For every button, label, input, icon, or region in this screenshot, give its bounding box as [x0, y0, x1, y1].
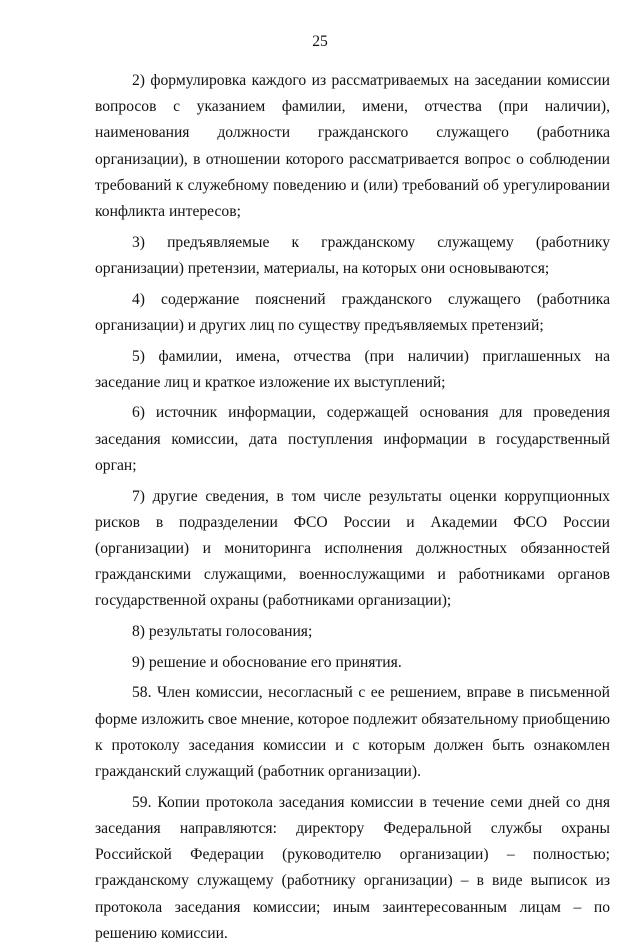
paragraph-item-2: 2) формулировка каждого из рассматриваемых на заседании комиссии вопросов с указанием фамилии, имени, отчества (при наличии), наименования должности гражданского служащего (работника организации), в отношении которого рассматривается вопрос о соблюдении требований к служебному поведению и (или) требований об урегулировании конфликта интересов;: [95, 72, 610, 221]
paragraph-item-3: 3) предъявляемые к гражданскому служащему (работнику организации) претензии, материалы, на которых они основываются;: [95, 233, 610, 277]
paragraph-item-8: 8) результаты голосования;: [132, 623, 313, 641]
paragraph-item-6: 6) источник информации, содержащей основания для проведения заседания комиссии, дата поступления информации в государственный орган;: [95, 404, 610, 474]
paragraph-item-4: 4) содержание пояснений гражданского служащего (работника организации) и других лиц по существу предъявляемых претензий;: [95, 290, 610, 334]
document-body: [95, 68, 610, 952]
paragraph-clause-59: 59. Копии протокола заседания комиссии в течение семи дней со дня заседания направляются: директору Федеральной службы охраны Российской Федерации (руководителю организации) – полностью; гражданскому служащему (работнику организации) – в виде выписок из протокола заседания комиссии; иным заинтересованным лицам – по решению комиссии.: [95, 793, 610, 942]
page-number: 25: [312, 33, 328, 50]
paragraph-item-7: 7) другие сведения, в том числе результаты оценки коррупционных рисков в подразделении ФСО России и Академии ФСО России (организации) и мониторинга исполнения должностных обязанностей гражданскими служащими, военнослужащими и работниками органов государственной охраны (работниками организации);: [95, 487, 610, 610]
paragraph-item-5: 5) фамилии, имена, отчества (при наличии) приглашенных на заседание лиц и краткое изложение их выступлений;: [95, 347, 610, 391]
paragraph-clause-58: 58. Член комиссии, несогласный с ее решением, вправе в письменной форме изложить свое мнение, которое подлежит обязательному приобщению к протоколу заседания комиссии и с которым должен быть ознакомлен гражданский служащий (работник организации).: [95, 684, 610, 781]
paragraph-item-9: 9) решение и обоснование его принятия.: [132, 653, 402, 671]
